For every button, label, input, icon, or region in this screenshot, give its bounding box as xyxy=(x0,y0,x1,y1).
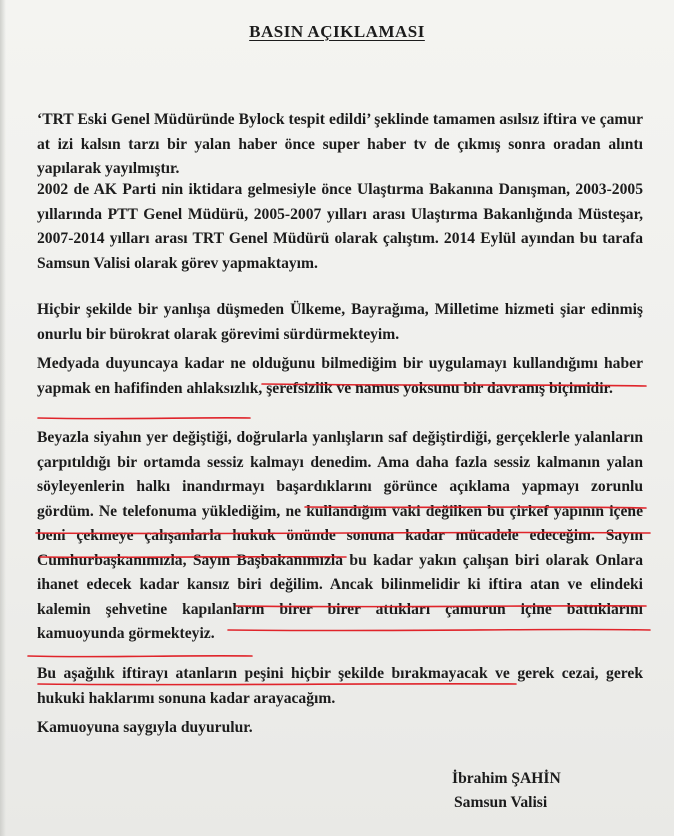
paragraph-3: Hiçbir şekilde bir yanlışa düşmeden Ülkeme, Bayrağıma, Milletime hizmeti şiar edinmiş onurlu bir bürokrat olarak görevimi sürdürmekteyim. xyxy=(37,301,643,343)
signatory-name: İbrahim ŞAHİN xyxy=(452,770,561,787)
paragraph-4: Medyada duyuncaya kadar ne olduğunu bilmediğim bir uygulamayı kullandığımı haber yapmak en hafifinden ahlaksızlık, şerefsizlik ve namus yoksunu bir davranış biçimidir. xyxy=(37,355,643,397)
document-title xyxy=(0,22,674,42)
underline-stroke xyxy=(28,656,252,657)
closing-line: Kamuoyuna saygıyla duyurulur. xyxy=(37,719,253,736)
paragraph-5: Beyazla siyahın yer değiştiği, doğrularla yanlışların saf değiştirdiği, gerçeklerle yalanların çarpıtıldığı bir ortamda sessiz kalmayı denedim. Ama daha fazla sessiz kalmanın yalan söyleyenlerin halkı inandırmayı başardıklarını görünce açıklama yapmayı zorunlu gördüm. Ne telefonuma yüklediğim, ne kullandığım vaki değilken bu çirkef yapının içene beni çekmeye çalışanlarla hukuk önünde sonuna kadar mücadele edeceğim. Sayın Cumhurbaşkanımızla, Sayın Başbakanımızla bu kadar yakın çalışan biri olarak Onlara ihanet edecek kadar kansız biri değilim. Ancak bilinmelidir ki iftira atan ve elindeki kalemin şehvetine kapılanların birer birer attıkları çamurun içine battıklarını kamuoyunda görmekteyiz. xyxy=(37,429,643,642)
title-text: BASIN AÇIKLAMASI xyxy=(249,22,425,41)
signatory-position: Samsun Valisi xyxy=(454,794,548,811)
paper-edge-shadow xyxy=(0,0,6,836)
underline-stroke xyxy=(38,418,250,419)
paragraph-2: 2002 de AK Parti nin iktidara gelmesiyle önce Ulaştırma Bakanına Danışman, 2003-2005 yıllarında PTT Genel Müdürü, 2005-2007 yılları arası Ulaştırma Bakanlığında Müsteşar, 2007-2014 yılları arası TRT Genel Müdürü olarak çalıştım. 2014 Eylül ayından bu tarafa Samsun Valisi olarak görev yapmaktayım. xyxy=(37,181,643,272)
paragraph-6: Bu aşağılık iftirayı atanların peşini hiçbir şekilde bırakmayacak ve gerek cezai, gerek hukuki haklarımı sonuna kadar arayacağım. xyxy=(37,665,643,707)
paragraph-1: ‘TRT Eski Genel Müdüründe Bylock tespit edildi’ şeklinde tamamen asılsız iftira ve çamur at izi kalsın tarzı bir yalan haber önce super haber tv de çıkmış sonra oradan alıntı yapılarak yayılmıştır. xyxy=(37,111,643,177)
